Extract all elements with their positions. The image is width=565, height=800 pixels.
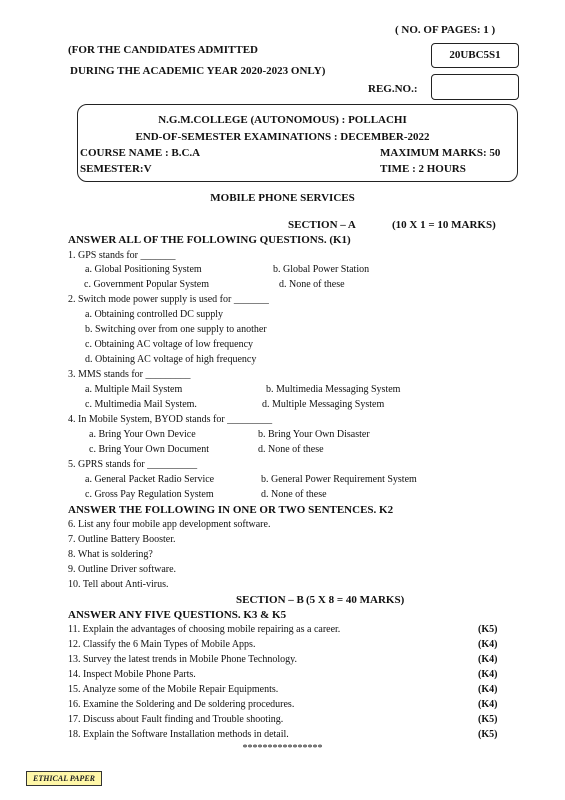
section-a-title: SECTION – A (288, 219, 356, 231)
question-18: 18. Explain the Software Installation methods in detail. (68, 729, 289, 740)
q4-option-c: c. Bring Your Own Document (89, 444, 209, 455)
q5-option-d: d. None of these (261, 489, 327, 500)
ethical-paper-badge: ETHICAL PAPER (26, 771, 102, 786)
q3-option-d: d. Multiple Messaging System (262, 399, 385, 410)
q2-option-c: c. Obtaining AC voltage of low frequency (85, 339, 254, 350)
question-3: 3. MMS stands for _________ (68, 369, 191, 380)
question-12: 12. Classify the 6 Main Types of Mobile Apps. (68, 639, 256, 650)
q2-option-d: d. Obtaining AC voltage of high frequency (85, 354, 257, 365)
q5-option-a: a. General Packet Radio Service (85, 474, 215, 485)
section-b-instruction: ANSWER ANY FIVE QUESTIONS. K3 & K5 (68, 609, 287, 621)
question-11-level: (K5) (478, 624, 498, 635)
section-a-marks: (10 X 1 = 10 MARKS) (392, 219, 496, 231)
time: TIME : 2 HOURS (380, 163, 466, 175)
question-15-level: (K4) (478, 684, 498, 695)
q3-option-a: a. Multiple Mail System (85, 384, 183, 395)
question-6: 6. List any four mobile app development software. (68, 519, 271, 530)
exam-title: END-OF-SEMESTER EXAMINATIONS : DECEMBER-2022 (135, 131, 430, 143)
regno-label: REG.NO.: (368, 83, 418, 95)
q1-option-a: a. Global Positioning System (85, 264, 202, 275)
question-5: 5. GPRS stands for __________ (68, 459, 198, 470)
question-13-level: (K4) (478, 654, 498, 665)
end-marker: **************** (242, 743, 323, 754)
question-14: 14. Inspect Mobile Phone Parts. (68, 669, 196, 680)
question-12-level: (K4) (478, 639, 498, 650)
section-a-instruction: ANSWER ALL OF THE FOLLOWING QUESTIONS. (K1) (68, 234, 351, 246)
question-16-level: (K4) (478, 699, 498, 710)
q1-option-c: c. Government Popular System (84, 279, 209, 290)
regno-box (431, 74, 519, 100)
question-18-level: (K5) (478, 729, 498, 740)
question-4: 4. In Mobile System, BYOD stands for _________ (68, 414, 273, 425)
question-13: 13. Survey the latest trends in Mobile Phone Technology. (68, 654, 297, 665)
course-code-box: 20UBC5S1 (431, 43, 519, 68)
question-16: 16. Examine the Soldering and De soldering procedures. (68, 699, 295, 710)
max-marks: MAXIMUM MARKS: 50 (380, 147, 501, 159)
page-count: ( NO. OF PAGES: 1 ) (395, 24, 496, 36)
q4-option-d: d. None of these (258, 444, 324, 455)
question-17: 17. Discuss about Fault finding and Trouble shooting. (68, 714, 284, 725)
course-name: COURSE NAME : B.C.A (80, 147, 201, 159)
section-b-marks: (5 X 8 = 40 MARKS) (306, 594, 405, 606)
question-10: 10. Tell about Anti-virus. (68, 579, 169, 590)
q2-option-a: a. Obtaining controlled DC supply (85, 309, 224, 320)
q3-option-c: c. Multimedia Mail System. (85, 399, 197, 410)
college-name: N.G.M.COLLEGE (AUTONOMOUS) : POLLACHI (158, 114, 407, 126)
question-2: 2. Switch mode power supply is used for _______ (68, 294, 269, 305)
candidates-line-1: (FOR THE CANDIDATES ADMITTED (68, 44, 258, 56)
question-15: 15. Analyze some of the Mobile Repair Equipments. (68, 684, 279, 695)
q5-option-c: c. Gross Pay Regulation System (85, 489, 214, 500)
question-14-level: (K4) (478, 669, 498, 680)
candidates-line-2: DURING THE ACADEMIC YEAR 2020-2023 ONLY) (70, 65, 326, 77)
question-11: 11. Explain the advantages of choosing mobile repairing as a career. (68, 624, 341, 635)
question-8: 8. What is soldering? (68, 549, 153, 560)
question-7: 7. Outline Battery Booster. (68, 534, 176, 545)
semester: SEMESTER:V (80, 163, 152, 175)
question-9: 9. Outline Driver software. (68, 564, 177, 575)
q3-option-b: b. Multimedia Messaging System (266, 384, 401, 395)
question-1: 1. GPS stands for _______ (68, 250, 176, 261)
q2-option-b: b. Switching over from one supply to another (85, 324, 267, 335)
subject-title: MOBILE PHONE SERVICES (210, 192, 355, 204)
q1-option-b: b. Global Power Station (273, 264, 370, 275)
q4-option-a: a. Bring Your Own Device (89, 429, 196, 440)
section-b-title: SECTION – B (236, 594, 304, 606)
q1-option-d: d. None of these (279, 279, 345, 290)
section-a-instruction-2: ANSWER THE FOLLOWING IN ONE OR TWO SENTENCES. K2 (68, 504, 394, 516)
question-17-level: (K5) (478, 714, 498, 725)
q4-option-b: b. Bring Your Own Disaster (258, 429, 370, 440)
q5-option-b: b. General Power Requirement System (261, 474, 417, 485)
